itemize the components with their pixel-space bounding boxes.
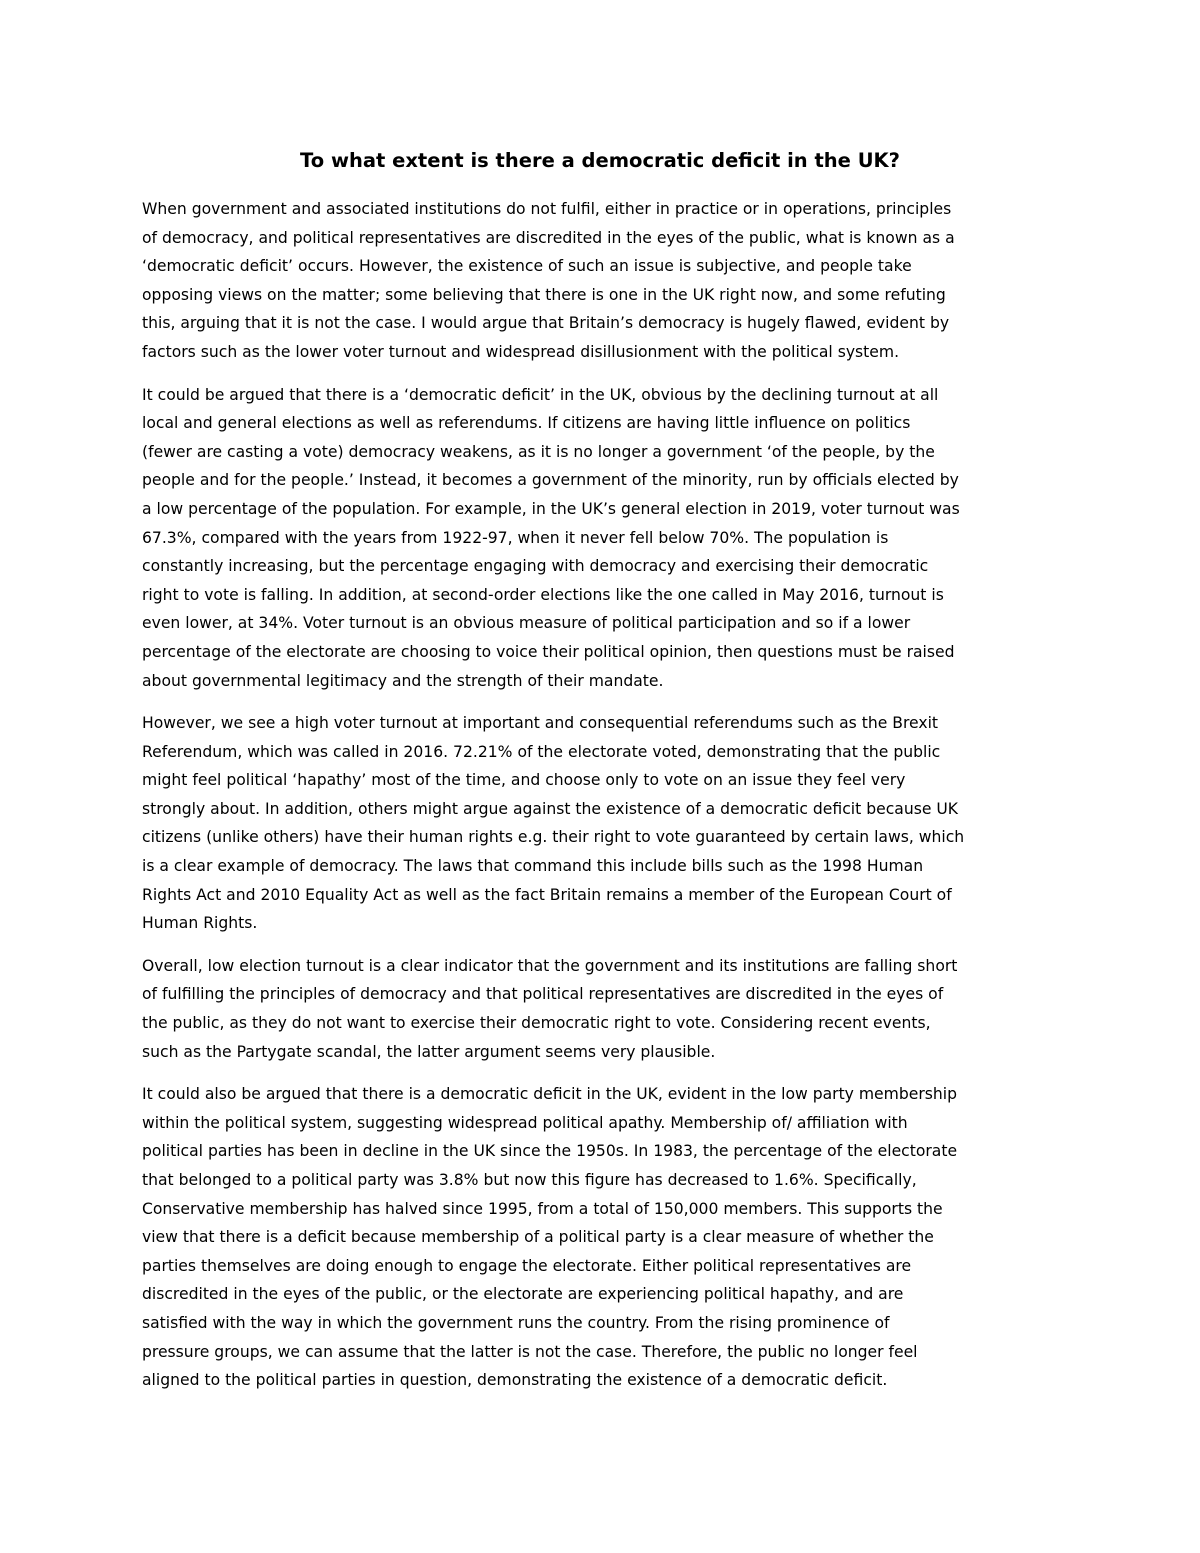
text-line: (fewer are casting a vote) democracy weakens, as it is no longer a government ‘of the people, by the [142, 442, 935, 461]
text-line: of fulfilling the principles of democracy and that political representatives are discredited in the eyes of [142, 985, 944, 1004]
text-line: political parties has been in decline in the UK since the 1950s. In 1983, the percentage of the electorate [142, 1142, 958, 1161]
text-line: that belonged to a political party was 3.8% but now this figure has decreased to 1.6%. Specifically, [142, 1171, 917, 1189]
text-line: It could be argued that there is a ‘democratic deficit’ in the UK, obvious by the declining turnout at all [142, 385, 939, 404]
text-line: is a clear example of democracy. The laws that command this include bills such as the 1998 Human [142, 857, 924, 876]
text-line: When government and associated institutions do not fulfil, either in practice or in operations, principles [142, 200, 952, 218]
text-line: about governmental legitimacy and the strength of their mandate. [142, 671, 664, 690]
text-line: aligned to the political parties in question, demonstrating the existence of a democratic deficit. [142, 1371, 888, 1390]
text-line: such as the Partygate scandal, the latter argument seems very plausible. [142, 1042, 716, 1061]
document-body [142, 195, 1060, 1409]
text-line: However, we see a high voter turnout at important and consequential referendums such as the Brexit [142, 714, 939, 733]
text-line: 67.3%, compared with the years from 1922-97, when it never fell below 70%. The population is [142, 528, 889, 547]
text-line: factors such as the lower voter turnout and widespread disillusionment with the political system. [142, 342, 900, 361]
text-line: Referendum, which was called in 2016. 72.21% of the electorate voted, demonstrating that the public [142, 742, 941, 761]
text-line: view that there is a deficit because membership of a political party is a clear measure of whether the [142, 1228, 934, 1247]
paragraph [142, 195, 1060, 367]
text-line: the public, as they do not want to exercise their democratic right to vote. Considering recent events, [142, 1014, 931, 1033]
text-line: satisfied with the way in which the government runs the country. From the rising prominence of [142, 1313, 890, 1332]
text-line: Human Rights. [142, 914, 258, 933]
text-line: percentage of the electorate are choosing to voice their political opinion, then questions must be raised [142, 642, 955, 661]
text-line: local and general elections as well as referendums. If citizens are having little influence on politics [142, 414, 911, 433]
text-line: right to vote is falling. In addition, at second-order elections like the one called in May 2016, turnout is [142, 585, 944, 604]
text-line: ‘democratic deficit’ occurs. However, the existence of such an issue is subjective, and people take [142, 257, 912, 276]
text-line: strongly about. In addition, others might argue against the existence of a democratic deficit because UK [142, 799, 959, 818]
text-line: within the political system, suggesting widespread political apathy. Membership of/ affiliation with [142, 1113, 908, 1132]
text-line: constantly increasing, but the percentage engaging with democracy and exercising their democratic [142, 557, 929, 576]
text-line: discredited in the eyes of the public, or the electorate are experiencing political hapathy, and are [142, 1285, 904, 1304]
text-line: people and for the people.’ Instead, it becomes a government of the minority, run by officials elected by [142, 471, 959, 490]
text-line: citizens (unlike others) have their human rights e.g. their right to vote guaranteed by certain laws, which [142, 828, 965, 847]
paragraph [142, 381, 1060, 696]
document-title: To what extent is there a democratic deficit in the UK? [300, 149, 900, 172]
text-line: Conservative membership has halved since 1995, from a total of 150,000 members. This supports the [142, 1199, 943, 1218]
paragraph [142, 952, 1060, 1066]
text-line: Overall, low election turnout is a clear indicator that the government and its institutions are falling short [142, 956, 958, 975]
text-line: It could also be argued that there is a democratic deficit in the UK, evident in the low party membership [142, 1085, 957, 1104]
text-line: a low percentage of the population. For example, in the UK’s general election in 2019, voter turnout was [142, 499, 960, 518]
text-line: this, arguing that it is not the case. I would argue that Britain’s democracy is hugely flawed, evident by [142, 314, 950, 333]
text-line: might feel political ‘hapathy’ most of the time, and choose only to vote on an issue they feel very [142, 771, 906, 790]
paragraph [142, 709, 1060, 938]
paragraph [142, 1080, 1060, 1395]
text-line: of democracy, and political representatives are discredited in the eyes of the public, what is known as a [142, 228, 955, 247]
text-line: parties themselves are doing enough to engage the electorate. Either political representatives are [142, 1256, 912, 1275]
text-line: pressure groups, we can assume that the latter is not the case. Therefore, the public no longer feel [142, 1342, 918, 1361]
text-line: Rights Act and 2010 Equality Act as well as the fact Britain remains a member of the European Court of [142, 885, 952, 904]
text-line: even lower, at 34%. Voter turnout is an obvious measure of political participation and so if a lower [142, 614, 911, 633]
text-line: opposing views on the matter; some believing that there is one in the UK right now, and some refuting [142, 285, 946, 304]
